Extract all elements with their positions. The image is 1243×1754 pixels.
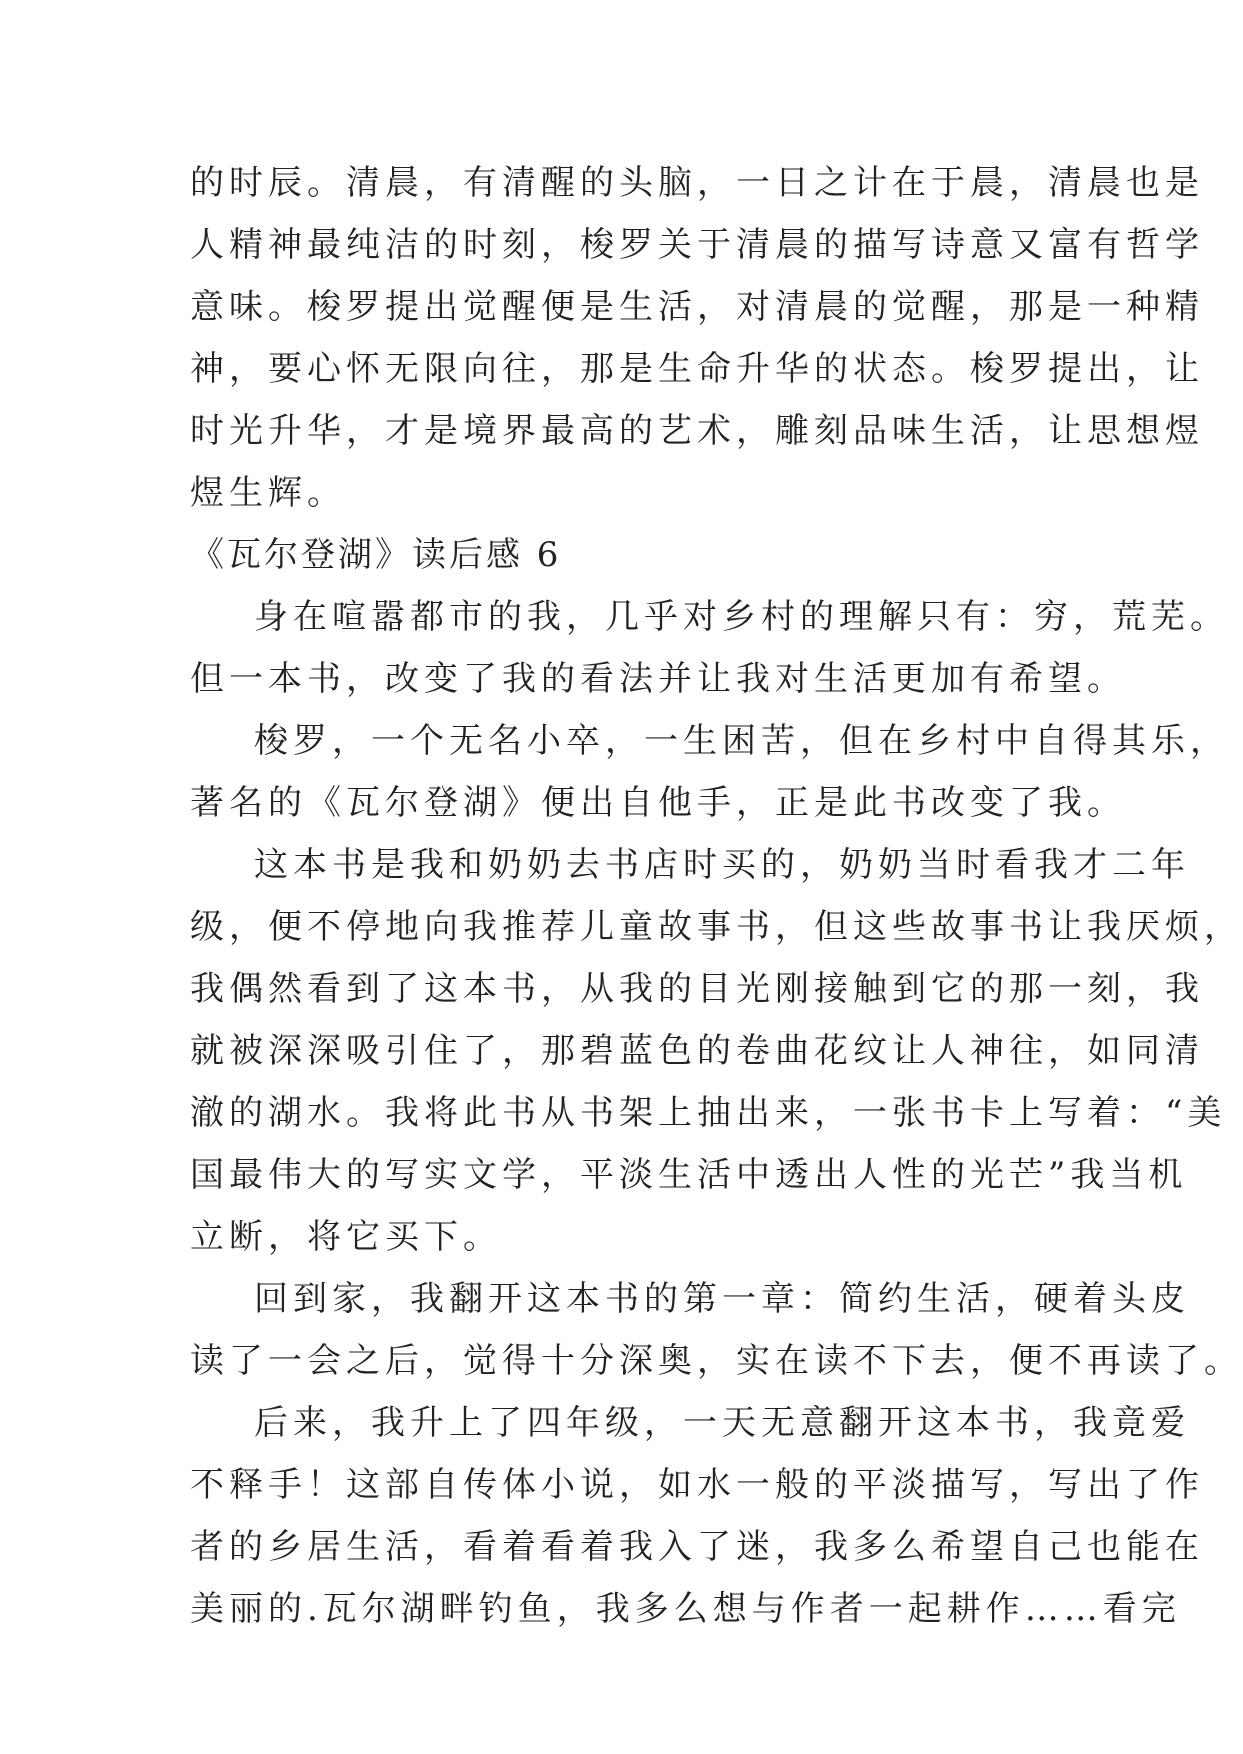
text-line: 国最伟大的写实文学，平淡生活中透出人性的光芒”我当机 xyxy=(190,1155,1188,1195)
paragraph-1 xyxy=(190,586,1229,710)
document-body xyxy=(190,152,1243,1640)
text-line: 但一本书，改变了我的看法并让我对生活更加有希望。 xyxy=(190,659,1126,699)
paragraph-2 xyxy=(190,710,1229,834)
text-line: 回到家，我翻开这本书的第一章：简约生活，硬着头皮 xyxy=(254,1279,1190,1319)
text-line: 不释手！这部自传体小说，如水一般的平淡描写，写出了作 xyxy=(190,1465,1204,1505)
text-line: 的时辰。清晨，有清醒的头脑，一日之计在于晨，清晨也是 xyxy=(190,163,1204,203)
text-line: 人精神最纯洁的时刻，梭罗关于清晨的描写诗意又富有哲学 xyxy=(190,225,1204,265)
text-line: 立断，将它买下。 xyxy=(190,1217,502,1257)
text-line: 身在喧嚣都市的我，几乎对乡村的理解只有：穷，荒芜。 xyxy=(254,597,1229,637)
text-line: 意味。梭罗提出觉醒便是生活，对清晨的觉醒，那是一种精 xyxy=(190,287,1204,327)
text-line: 我偶然看到了这本书，从我的目光刚接触到它的那一刻，我 xyxy=(190,969,1204,1009)
text-line: 澈的湖水。我将此书从书架上抽出来，一张书卡上写着：“美 xyxy=(190,1093,1227,1133)
text-line: 梭罗，一个无名小卒，一生困苦，但在乡村中自得其乐， xyxy=(254,721,1229,761)
text-line: 读了一会之后，觉得十分深奥，实在读不下去，便不再读了。 xyxy=(190,1341,1243,1381)
text-line: 著名的《瓦尔登湖》便出自他手，正是此书改变了我。 xyxy=(190,783,1126,823)
text-line: 煜生辉。 xyxy=(190,473,346,513)
intro-paragraph xyxy=(190,152,1204,524)
text-line: 者的乡居生活，看着看着我入了迷，我多么希望自己也能在 xyxy=(190,1527,1204,1567)
text-line: 时光升华，才是境界最高的艺术，雕刻品味生活，让思想煜 xyxy=(190,411,1204,451)
text-line: 神，要心怀无限向往，那是生命升华的状态。梭罗提出，让 xyxy=(190,349,1204,389)
paragraph-3 xyxy=(190,834,1243,1268)
text-line: 级，便不停地向我推荐儿童故事书，但这些故事书让我厌烦， xyxy=(190,907,1243,947)
paragraph-5 xyxy=(190,1392,1204,1640)
text-line: 这本书是我和奶奶去书店时买的，奶奶当时看我才二年 xyxy=(254,845,1190,885)
text-line: 后来，我升上了四年级，一天无意翻开这本书，我竟爱 xyxy=(254,1403,1190,1443)
section-heading: 《瓦尔登湖》读后感 6 xyxy=(190,535,562,575)
text-line: 就被深深吸引住了，那碧蓝色的卷曲花纹让人神往，如同清 xyxy=(190,1031,1204,1071)
text-line: 美丽的.瓦尔湖畔钓鱼，我多么想与作者一起耕作……看完 xyxy=(190,1589,1181,1629)
paragraph-4 xyxy=(190,1268,1243,1392)
